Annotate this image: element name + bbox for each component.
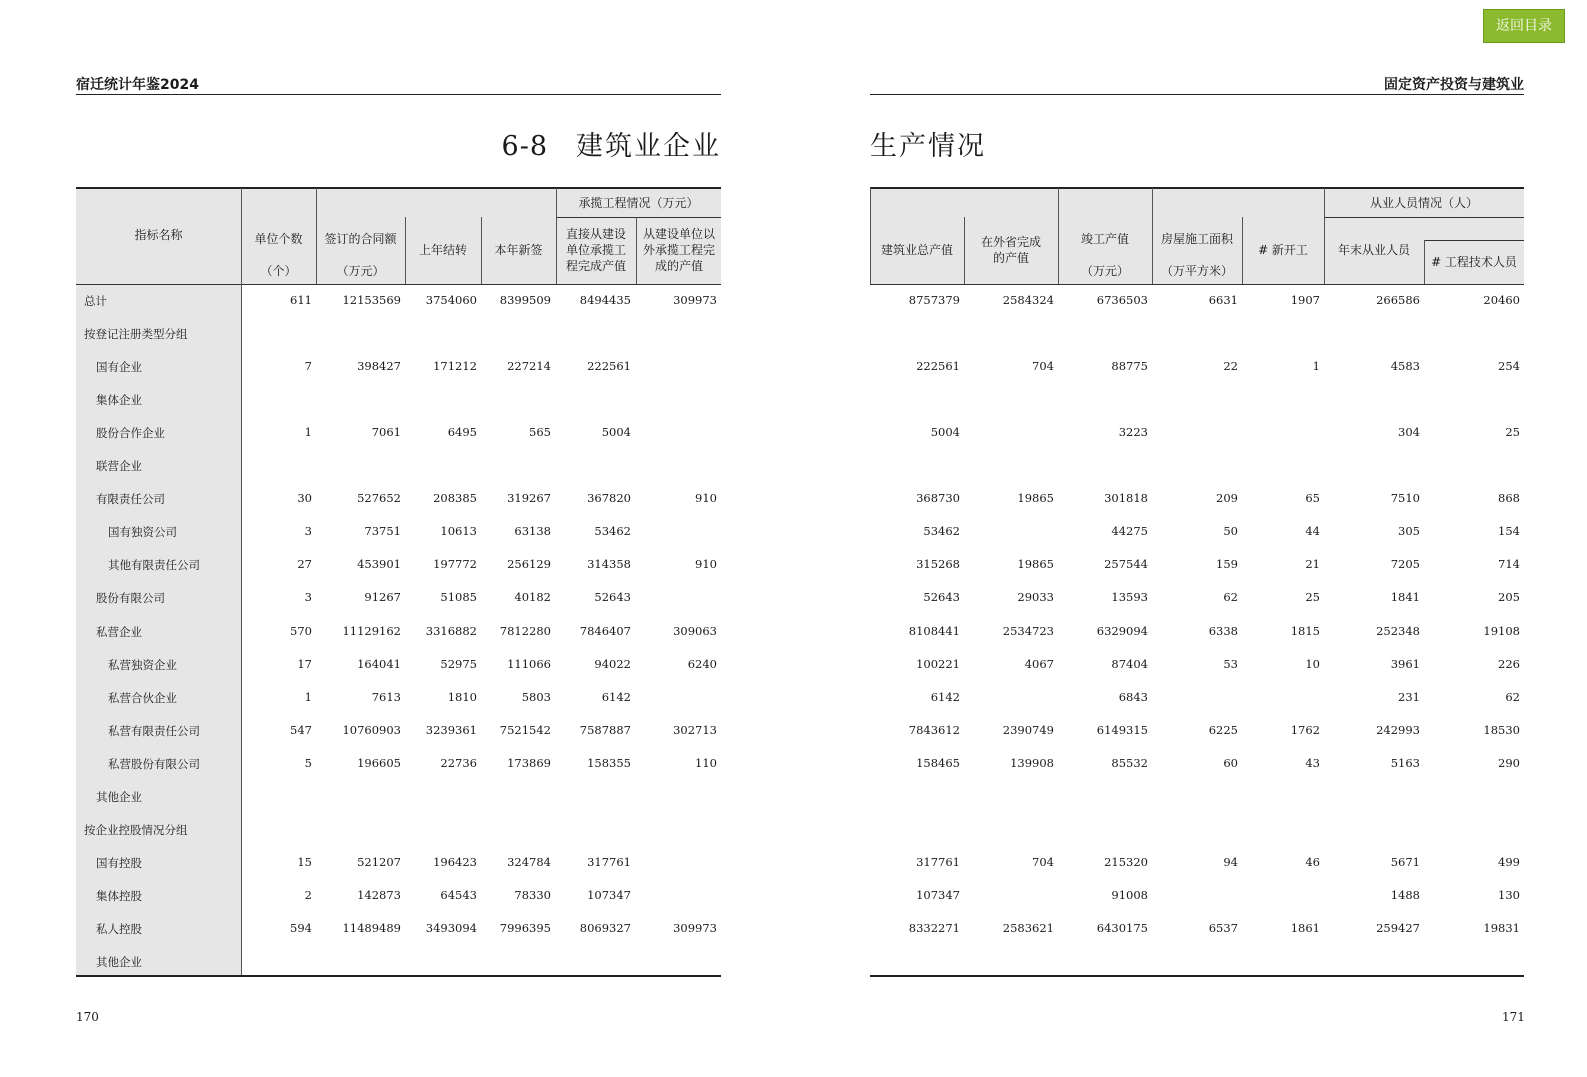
row-value: 73751 (364, 524, 401, 539)
row-value: 7510 (1390, 491, 1420, 506)
row-value: 5 (304, 755, 312, 770)
table-title-right: 生产情况 (870, 131, 986, 162)
row-value: 1762 (1290, 722, 1320, 737)
header-indicator: 指标名称 (134, 228, 183, 242)
row-value: 231 (1398, 689, 1420, 704)
header-project-group: 承揽工程情况（万元） (578, 196, 699, 210)
row-value: 159 (1216, 557, 1238, 572)
row-value: 64543 (440, 887, 477, 902)
row-value: 85532 (1111, 755, 1148, 770)
row-value: 259427 (1376, 920, 1420, 935)
header-new-signed: 本年新签 (494, 243, 543, 257)
row-value: 6495 (447, 425, 477, 440)
row-value: 6631 (1208, 293, 1238, 307)
row-value: 196423 (433, 854, 477, 869)
row-value: 547 (290, 722, 312, 737)
row-value: 158355 (587, 755, 631, 770)
row-value: 11489489 (342, 920, 401, 935)
row-value: 8494435 (579, 293, 631, 307)
row-value: 6338 (1208, 623, 1238, 638)
row-value: 87404 (1111, 656, 1148, 671)
row-value: 6149315 (1096, 722, 1148, 737)
row-value: 317761 (916, 854, 960, 869)
header-completed: 竣工产值 (1080, 232, 1129, 246)
row-value: 171212 (433, 359, 477, 374)
header-completed-unit: （万元） (1080, 264, 1129, 278)
page-number-right: 171 (1502, 1010, 1525, 1024)
row-value: 52643 (923, 590, 960, 605)
row-value: 7812280 (499, 623, 551, 638)
header-contract: 签订的合同额 (324, 232, 397, 246)
row-value: 398427 (357, 359, 401, 374)
row-value: 19108 (1483, 623, 1520, 638)
row-value: 107347 (587, 887, 631, 902)
row-value: 22 (1223, 359, 1238, 374)
group-rule-left (556, 217, 721, 218)
table-top-rule-right (870, 187, 1524, 189)
tech-rule-right (1424, 240, 1524, 241)
row-value: 18530 (1483, 722, 1520, 737)
row-value: 94 (1223, 854, 1238, 869)
row-value: 12153569 (342, 293, 401, 307)
back-to-contents-button[interactable]: 返回目录 (1483, 9, 1565, 43)
table-bottom-rule-left (76, 975, 721, 977)
row-value: 10760903 (342, 722, 401, 737)
row-value: 208385 (433, 491, 477, 506)
row-label: 国有企业 (96, 360, 142, 375)
row-value: 257544 (1104, 557, 1148, 572)
row-value: 910 (695, 557, 717, 572)
row-label: 其他有限责任公司 (108, 558, 200, 573)
row-value: 252348 (1376, 623, 1420, 638)
header-staff-group: 从业人员情况（人） (1369, 196, 1478, 210)
row-value: 88775 (1111, 359, 1148, 374)
row-value: 2584324 (1002, 293, 1054, 307)
row-value: 367820 (587, 491, 631, 506)
header-bottom-rule-right (870, 284, 1524, 285)
row-value: 256129 (507, 557, 551, 572)
row-value: 2390749 (1002, 722, 1054, 737)
row-value: 91267 (364, 590, 401, 605)
row-value: 570 (290, 623, 312, 638)
row-value: 107347 (916, 887, 960, 902)
row-value: 1 (1312, 359, 1320, 374)
row-value: 309063 (673, 623, 717, 638)
row-value: 62 (1505, 689, 1520, 704)
row-value: 301818 (1104, 491, 1148, 506)
row-value: 142873 (357, 887, 401, 902)
row-value: 6240 (687, 656, 717, 671)
header-contract-unit: （万元） (336, 264, 385, 278)
table-number: 6-8 (501, 131, 548, 162)
row-value: 7205 (1390, 557, 1420, 572)
row-label: 私营有限责任公司 (108, 723, 200, 738)
row-value: 20460 (1483, 293, 1520, 307)
row-value: 29033 (1017, 590, 1054, 605)
row-label: 私人控股 (96, 921, 142, 936)
col-divider (636, 217, 637, 284)
row-value: 2583621 (1002, 920, 1054, 935)
row-value: 3 (304, 524, 312, 539)
row-value: 65 (1305, 491, 1320, 506)
row-value: 154 (1498, 524, 1520, 539)
row-value: 222561 (916, 359, 960, 374)
row-value: 2 (304, 887, 312, 902)
row-value: 11129162 (342, 623, 401, 638)
row-value: 7613 (371, 689, 401, 704)
row-label: 股份有限公司 (96, 591, 165, 606)
row-value: 53462 (594, 524, 631, 539)
row-value: 1 (304, 425, 312, 440)
row-label: 有限责任公司 (96, 492, 165, 507)
row-value: 565 (529, 425, 551, 440)
row-value: 7521542 (499, 722, 551, 737)
table-title-left (500, 124, 721, 163)
row-value: 1907 (1290, 293, 1320, 307)
stub-divider (241, 188, 242, 975)
row-value: 4067 (1024, 656, 1054, 671)
table-title-text-left: 建筑业企业 (576, 131, 721, 162)
row-value: 3961 (1390, 656, 1420, 671)
row-label: 其他企业 (96, 955, 142, 969)
row-value: 19865 (1017, 491, 1054, 506)
header-other: 从建设单位以外承揽工程完成的产值 (642, 227, 715, 273)
row-value: 499 (1498, 854, 1520, 869)
row-value: 910 (695, 491, 717, 506)
row-label: 私营股份有限公司 (108, 756, 200, 771)
table-top-rule-left (76, 187, 721, 189)
row-value: 43 (1305, 755, 1320, 770)
row-value: 254 (1498, 359, 1520, 374)
row-label: 国有独资公司 (108, 525, 177, 540)
row-label: 其他企业 (96, 789, 142, 804)
header-tech-staff: # 工程技术人员 (1431, 255, 1517, 269)
row-value: 25 (1505, 425, 1520, 440)
row-value: 527652 (357, 491, 401, 506)
row-value: 164041 (357, 656, 401, 671)
row-value: 53 (1223, 656, 1238, 671)
row-value: 27 (297, 557, 312, 572)
header-prev-carry: 上年结转 (418, 243, 467, 257)
header-year-end-staff: 年末从业人员 (1337, 243, 1410, 257)
row-value: 7846407 (579, 623, 631, 638)
row-value: 611 (290, 293, 312, 307)
row-value: 30 (297, 491, 312, 506)
group-rule-right (1324, 217, 1524, 218)
row-value: 111066 (507, 656, 551, 671)
row-label: 按登记注册类型分组 (84, 327, 188, 342)
row-value: 521207 (357, 854, 401, 869)
col-divider (964, 217, 965, 284)
row-value: 704 (1032, 359, 1054, 374)
row-value: 3316882 (425, 623, 477, 638)
row-value: 21 (1305, 557, 1320, 572)
row-value: 226 (1498, 656, 1520, 671)
row-value: 100221 (916, 656, 960, 671)
row-value: 315268 (916, 557, 960, 572)
row-label: 国有控股 (96, 855, 142, 870)
row-value: 868 (1498, 491, 1520, 506)
row-value: 8108441 (908, 623, 960, 638)
row-value: 25 (1305, 590, 1320, 605)
row-value: 78330 (514, 887, 551, 902)
row-value: 8332271 (908, 920, 960, 935)
row-value: 704 (1032, 854, 1054, 869)
row-value: 40182 (514, 590, 551, 605)
row-value: 15 (297, 854, 312, 869)
header-rule-left (76, 94, 721, 95)
row-value: 46 (1305, 854, 1320, 869)
col-divider (870, 188, 871, 284)
row-value: 196605 (357, 755, 401, 770)
header-outside-prov: 在外省完成的产值 (980, 235, 1041, 265)
row-value: 173869 (507, 755, 551, 770)
row-value: 290 (1498, 755, 1520, 770)
row-value: 6537 (1208, 920, 1238, 935)
row-value: 52643 (594, 590, 631, 605)
header-floor-area: 房屋施工面积 (1160, 232, 1233, 246)
running-head-left: 宿迁统计年鉴2024 (76, 77, 199, 93)
row-value: 7061 (371, 425, 401, 440)
table-bottom-rule-right (870, 975, 1524, 977)
page-number-left: 170 (76, 1010, 99, 1024)
row-value: 3223 (1118, 425, 1148, 440)
row-value: 368730 (916, 491, 960, 506)
row-value: 1810 (447, 689, 477, 704)
row-value: 7 (304, 359, 312, 374)
row-label: 私营独资企业 (108, 657, 177, 672)
row-value: 714 (1498, 557, 1520, 572)
row-label: 私营合伙企业 (108, 690, 177, 705)
row-value: 19865 (1017, 557, 1054, 572)
row-value: 5004 (601, 425, 631, 440)
header-rule-right (870, 94, 1524, 95)
header-units: 单位个数 (254, 232, 303, 246)
row-value: 63138 (514, 524, 551, 539)
row-value: 19831 (1483, 920, 1520, 935)
row-value: 317761 (587, 854, 631, 869)
row-label: 总计 (84, 294, 107, 308)
row-label: 私营企业 (96, 624, 142, 639)
header-floor-area-unit: （万平方米） (1160, 264, 1233, 278)
row-value: 3 (304, 590, 312, 605)
row-value: 22736 (440, 755, 477, 770)
row-value: 3239361 (425, 722, 477, 737)
row-value: 7843612 (908, 722, 960, 737)
row-value: 6843 (1118, 689, 1148, 704)
row-value: 209 (1216, 491, 1238, 506)
row-value: 60 (1223, 755, 1238, 770)
header-direct: 直接从建设单位承揽工程完成产值 (565, 227, 626, 273)
row-value: 53462 (923, 524, 960, 539)
row-value: 1815 (1290, 623, 1320, 638)
row-value: 8399509 (499, 293, 551, 307)
row-value: 1861 (1290, 920, 1320, 935)
row-value: 44275 (1111, 524, 1148, 539)
row-value: 302713 (673, 722, 717, 737)
row-label: 按企业控股情况分组 (84, 822, 188, 837)
row-value: 305 (1398, 524, 1420, 539)
row-value: 7996395 (499, 920, 551, 935)
row-value: 5671 (1390, 854, 1420, 869)
row-value: 205 (1498, 590, 1520, 605)
header-units-unit: （个） (260, 264, 297, 278)
row-label: 联营企业 (96, 459, 142, 474)
row-value: 5803 (521, 689, 551, 704)
row-value: 222561 (587, 359, 631, 374)
row-value: 1488 (1390, 887, 1420, 902)
row-value: 10 (1305, 656, 1320, 671)
row-value: 3493094 (425, 920, 477, 935)
row-value: 266586 (1376, 293, 1420, 307)
row-label: 集体控股 (96, 888, 142, 903)
row-value: 10613 (440, 524, 477, 539)
row-value: 319267 (507, 491, 551, 506)
row-value: 50 (1223, 524, 1238, 539)
row-value: 91008 (1111, 887, 1148, 902)
row-value: 17 (297, 656, 312, 671)
row-value: 324784 (507, 854, 551, 869)
row-value: 7587887 (579, 722, 631, 737)
row-value: 309973 (673, 293, 717, 307)
row-value: 44 (1305, 524, 1320, 539)
row-label: 股份合作企业 (96, 426, 165, 441)
row-value: 197772 (433, 557, 477, 572)
row-value: 62 (1223, 590, 1238, 605)
row-value: 13593 (1111, 590, 1148, 605)
row-value: 8757379 (908, 293, 960, 307)
header-bottom-rule-left (76, 284, 721, 285)
row-value: 6329094 (1096, 623, 1148, 638)
row-value: 52975 (440, 656, 477, 671)
row-value: 51085 (440, 590, 477, 605)
row-value: 4583 (1390, 359, 1420, 374)
row-value: 215320 (1104, 854, 1148, 869)
row-value: 6430175 (1096, 920, 1148, 935)
row-value: 94022 (594, 656, 631, 671)
row-value: 8069327 (579, 920, 631, 935)
row-value: 6225 (1208, 722, 1238, 737)
row-value: 5163 (1390, 755, 1420, 770)
row-value: 158465 (916, 755, 960, 770)
row-value: 304 (1398, 425, 1420, 440)
row-value: 6142 (930, 689, 960, 704)
row-value: 130 (1498, 887, 1520, 902)
header-new-start: # 新开工 (1258, 243, 1308, 257)
row-value: 3754060 (425, 293, 477, 307)
row-label: 集体企业 (96, 393, 142, 408)
row-value: 6142 (601, 689, 631, 704)
row-value: 1841 (1390, 590, 1420, 605)
row-value: 139908 (1010, 755, 1054, 770)
row-value: 110 (695, 755, 717, 770)
row-value: 2534723 (1002, 623, 1054, 638)
row-value: 594 (290, 920, 312, 935)
row-value: 6736503 (1096, 293, 1148, 307)
row-value: 1 (304, 689, 312, 704)
row-value: 5004 (930, 425, 960, 440)
running-head-right: 固定资产投资与建筑业 (1384, 77, 1524, 93)
header-total-output: 建筑业总产值 (880, 243, 953, 257)
row-value: 309973 (673, 920, 717, 935)
row-value: 227214 (507, 359, 551, 374)
row-value: 453901 (357, 557, 401, 572)
row-value: 314358 (587, 557, 631, 572)
row-value: 242993 (1376, 722, 1420, 737)
